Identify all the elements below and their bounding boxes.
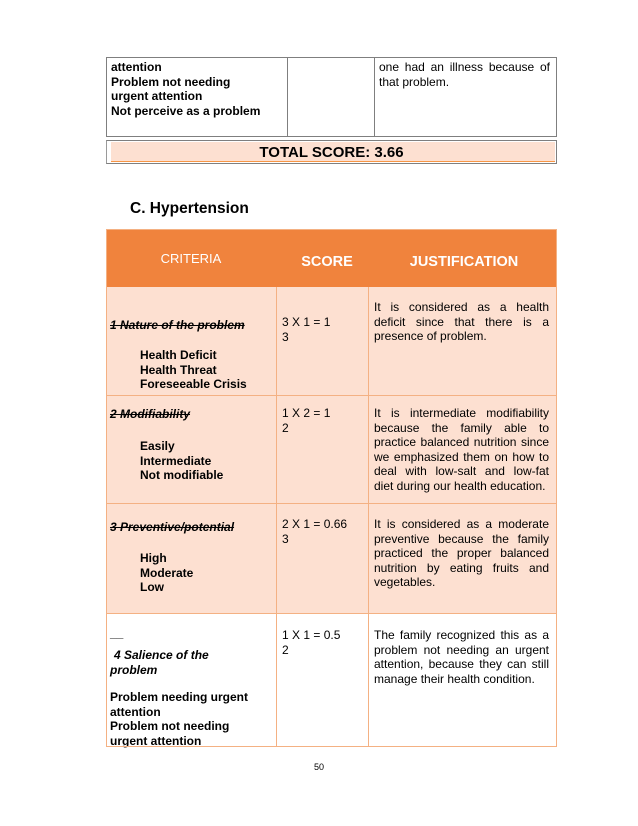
option-item: Easily (140, 439, 175, 453)
justification-line: nutrition by eating fruits and (374, 560, 549, 575)
criteria-line: problem (110, 662, 158, 677)
score-line: 1 X 1 = 0.5 (282, 628, 341, 642)
option-item: attention (110, 704, 161, 719)
continued-score-cell (287, 58, 375, 136)
continued-criteria-line: attention (111, 60, 162, 74)
criteria-label: 3 Preventive/potential (110, 520, 235, 534)
justification-line: diet during our health education. (374, 478, 546, 493)
justification-line: It is considered as a health (374, 300, 549, 314)
option-item: Low (140, 580, 164, 594)
criteria-options (110, 690, 248, 748)
justification-line: because the family able to (374, 420, 549, 435)
header-criteria: CRITERIA (160, 251, 222, 266)
score-value (282, 628, 340, 657)
score-value (282, 517, 347, 546)
option-item: Foreseeable Crisis (140, 377, 247, 391)
option-item: High (140, 551, 167, 565)
justification-line: we emphasized them on how to (374, 449, 549, 464)
justification-line: problem not needing an urgent (374, 642, 549, 657)
criteria-options (140, 348, 247, 392)
score-value (282, 406, 330, 435)
justification-text (374, 628, 549, 686)
justification-line: It is considered as a moderate (374, 517, 549, 531)
criteria-options (140, 439, 223, 483)
total-score: TOTAL SCORE: 3.66 (259, 144, 404, 161)
table-row (106, 614, 557, 747)
justification-line: attention, because they can still (374, 657, 549, 671)
table-row (106, 504, 557, 614)
justification-line: The family recognized this as a (374, 628, 549, 642)
continued-justification-cell (375, 58, 556, 136)
header-score: SCORE (301, 254, 353, 270)
score-line: 1 X 2 = 1 (282, 406, 331, 420)
option-item: Problem needing urgent (110, 690, 249, 704)
criteria-label: 1 Nature of the problem (110, 318, 245, 332)
page-number: 50 (313, 762, 324, 772)
table-header (106, 229, 557, 287)
header-justification: JUSTIFICATION (409, 254, 519, 270)
justification-line: deal with low-salt and low-fat (374, 464, 549, 478)
criteria-line: 4 Salience of the (114, 648, 209, 662)
score-line: 2 (282, 420, 289, 435)
table-row (106, 287, 557, 396)
criteria-label: 2 Modifiability (110, 407, 191, 421)
option-item: Health Deficit (140, 348, 217, 362)
continued-justification-line: one had an illness because of (379, 60, 550, 74)
option-item: Intermediate (140, 453, 212, 468)
score-line: 2 (282, 642, 289, 657)
option-item: Health Threat (140, 362, 217, 377)
justification-line: preventive because the family (374, 531, 549, 546)
score-line: 2 X 1 = 0.66 (282, 517, 348, 531)
option-item: Moderate (140, 565, 194, 580)
criteria-label (110, 648, 209, 677)
justification-line: practiced the proper balanced (374, 546, 549, 560)
option-item: Problem not needing (110, 719, 230, 733)
justification-text (374, 406, 549, 493)
justification-line: practice balanced nutrition since (374, 435, 549, 449)
scoring-table (106, 229, 557, 747)
continued-criteria-line: urgent attention (111, 89, 203, 103)
option-item: Not modifiable (140, 468, 224, 482)
justification-line: vegetables. (374, 575, 436, 589)
justification-line: presence of problem. (374, 329, 487, 343)
section-heading: C. Hypertension (130, 200, 249, 217)
continued-criteria-line: Problem not needing (111, 74, 231, 89)
criteria-options (140, 551, 193, 595)
table-row (106, 396, 557, 504)
justification-line: It is intermediate modifiability (374, 406, 549, 420)
continued-criteria-cell (107, 58, 288, 136)
justification-line: deficit since that there is a (374, 314, 549, 329)
continued-table (106, 57, 557, 137)
total-score-row (106, 140, 557, 164)
score-line: 3 X 1 = 1 (282, 315, 331, 329)
continued-justification-line: that problem. (379, 74, 450, 89)
justification-text (374, 517, 549, 590)
continued-criteria-line: Not perceive as a problem (111, 103, 261, 118)
criteria-prefix: __ (110, 626, 124, 640)
score-value (282, 315, 330, 344)
justification-text (374, 300, 549, 344)
option-item: urgent attention (110, 733, 202, 748)
justification-line: manage their health condition. (374, 671, 535, 686)
score-line: 3 (282, 329, 289, 344)
score-line: 3 (282, 531, 289, 546)
